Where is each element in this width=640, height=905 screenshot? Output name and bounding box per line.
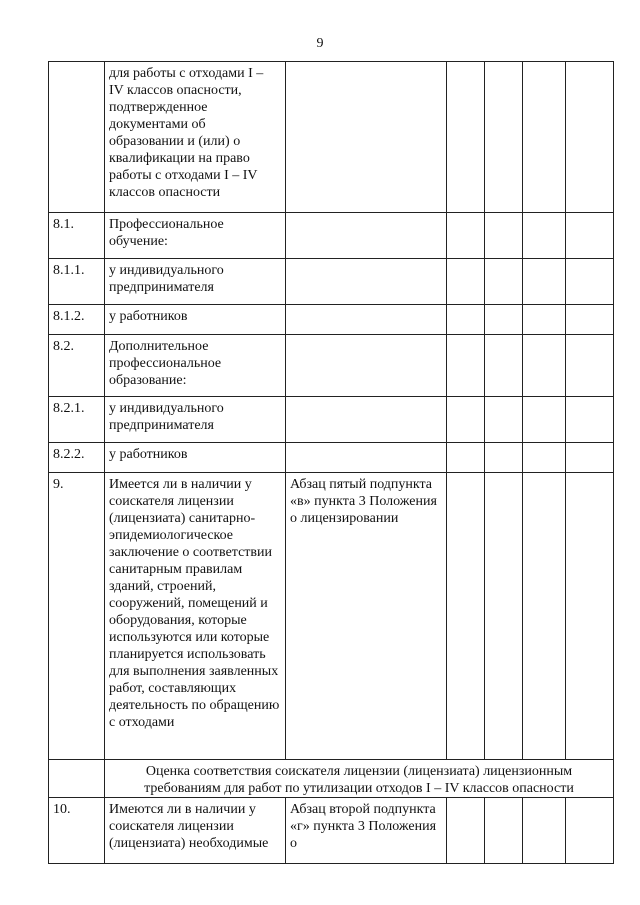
section-row: [49, 760, 614, 798]
table-row: [49, 443, 614, 473]
legal-reference: [286, 213, 447, 259]
answer-cell: [485, 62, 523, 213]
table-row: [49, 473, 614, 760]
answer-cell: [447, 397, 485, 443]
answer-cell: [523, 397, 566, 443]
answer-cell: [447, 259, 485, 305]
answer-cell: [523, 259, 566, 305]
answer-cell: [485, 213, 523, 259]
answer-cell: [485, 305, 523, 335]
answer-cell: [447, 798, 485, 864]
table-row: [49, 305, 614, 335]
answer-cell: [447, 443, 485, 473]
answer-cell: [566, 397, 614, 443]
table-row: [49, 798, 614, 864]
answer-cell: [485, 259, 523, 305]
requirement-text: Дополнительное профессиональное образование:: [105, 335, 286, 397]
answer-cell: [566, 335, 614, 397]
row-number: 8.2.2.: [49, 443, 105, 473]
answer-cell: [523, 443, 566, 473]
table-row: [49, 213, 614, 259]
row-number: 8.1.2.: [49, 305, 105, 335]
checklist-table: [48, 61, 614, 864]
requirement-text: для работы с отходами I – IV классов опасности, подтвержденное документами об образовании и (или) о квалификации на право работы с отходами I – IV классов опасности: [105, 62, 286, 213]
requirement-text: у работников: [105, 305, 286, 335]
answer-cell: [566, 305, 614, 335]
table-row: [49, 62, 614, 213]
answer-cell: [523, 473, 566, 760]
legal-reference: [286, 305, 447, 335]
requirement-text: Имеется ли в наличии у соискателя лицензии (лицензиата) санитарно-эпидемиологическое заключение о соответствии санитарным правилам зданий, строений, сооружений, помещений и оборудования, которые используются или которые планируется использовать для выполнения заявленных работ, составляющих деятельность по обращению с отходами: [105, 473, 286, 760]
legal-reference: [286, 443, 447, 473]
page-number: 9: [316, 36, 324, 51]
row-number: 8.1.1.: [49, 259, 105, 305]
row-number: [49, 62, 105, 213]
answer-cell: [485, 443, 523, 473]
legal-reference: Абзац пятый подпункта «в» пункта 3 Положения о лицензировании: [286, 473, 447, 760]
answer-cell: [523, 62, 566, 213]
table-row: [49, 397, 614, 443]
legal-reference: [286, 335, 447, 397]
table-row: [49, 335, 614, 397]
answer-cell: [566, 62, 614, 213]
answer-cell: [447, 62, 485, 213]
requirement-text: Имеются ли в наличии у соискателя лицензии (лицензиата) необходимые: [105, 798, 286, 864]
legal-reference: [286, 259, 447, 305]
answer-cell: [523, 213, 566, 259]
answer-cell: [566, 213, 614, 259]
row-number: 9.: [49, 473, 105, 760]
answer-cell: [485, 798, 523, 864]
row-number: 8.2.: [49, 335, 105, 397]
answer-cell: [447, 305, 485, 335]
section-left-cell: [49, 760, 105, 798]
row-number: 10.: [49, 798, 105, 864]
row-number: 8.1.: [49, 213, 105, 259]
legal-reference: [286, 397, 447, 443]
answer-cell: [523, 305, 566, 335]
answer-cell: [523, 798, 566, 864]
table-row: [49, 259, 614, 305]
answer-cell: [485, 473, 523, 760]
answer-cell: [485, 397, 523, 443]
answer-cell: [566, 259, 614, 305]
legal-reference: [286, 62, 447, 213]
answer-cell: [566, 473, 614, 760]
answer-cell: [523, 335, 566, 397]
answer-cell: [566, 443, 614, 473]
requirement-text: Профессиональное обучение:: [105, 213, 286, 259]
legal-reference: Абзац второй подпункта «г» пункта 3 Положения о: [286, 798, 447, 864]
requirement-text: у работников: [105, 443, 286, 473]
row-number: 8.2.1.: [49, 397, 105, 443]
requirement-text: у индивидуального предпринимателя: [105, 259, 286, 305]
answer-cell: [447, 213, 485, 259]
answer-cell: [447, 335, 485, 397]
requirement-text: у индивидуального предпринимателя: [105, 397, 286, 443]
answer-cell: [566, 798, 614, 864]
section-heading: Оценка соответствия соискателя лицензии (лицензиата) лицензионным требованиям для работ по утилизации отходов I – IV классов опасности: [105, 760, 614, 798]
answer-cell: [485, 335, 523, 397]
answer-cell: [447, 473, 485, 760]
